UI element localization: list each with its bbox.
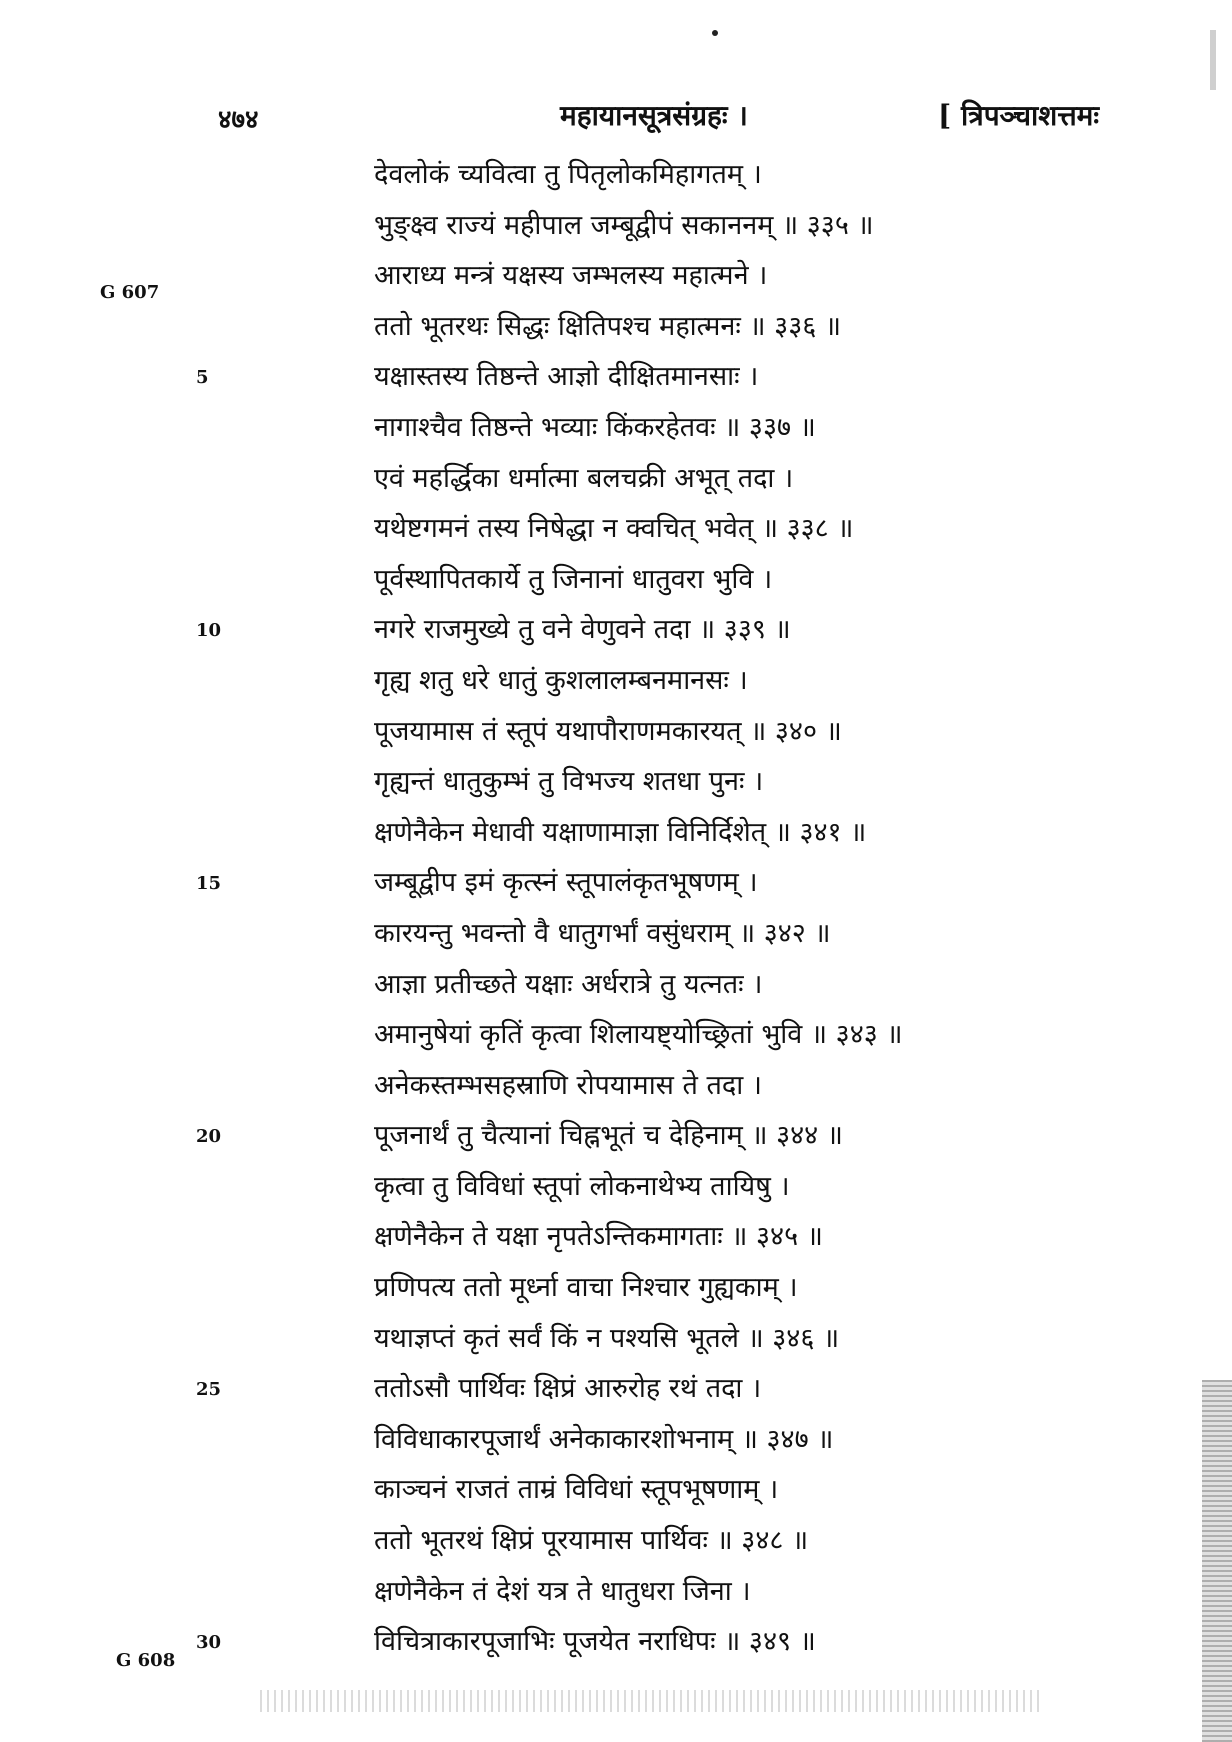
verse-line-text: काञ्चनं राजतं ताम्रं विविधां स्तूपभूषणाम् । [374, 1474, 779, 1506]
scan-dot [712, 30, 718, 36]
verse-line [0, 560, 1232, 611]
verse-line-text: ततो भूतरथं क्षिप्रं पूरयामास पार्थिवः ॥ ३४८ ॥ [374, 1525, 809, 1557]
verse-line-text: नागाश्चैव तिष्ठन्ते भव्याः किंकरहेतवः ॥ ३३७ ॥ [374, 411, 816, 443]
verse-line [0, 965, 1232, 1016]
verse-line [0, 1116, 1232, 1167]
line-number: 30 [196, 1632, 222, 1654]
verse-line-text: अमानुषेयां कृतिं कृत्वा शिलायष्ट्योच्छ्रितां भुवि ॥ ३४३ ॥ [374, 1019, 903, 1051]
verse-line [0, 1268, 1232, 1319]
verse-line [0, 1470, 1232, 1521]
verse-line-text: क्षणेनैकेन ते यक्षा नृपतेऽन्तिकमागताः ॥ ३४५ ॥ [374, 1221, 823, 1253]
verse-line-text: गृह्यन्तं धातुकुम्भं तु विभज्य शतधा पुनः । [374, 766, 764, 798]
page-header [0, 96, 1232, 136]
verse-line-text: विचित्राकारपूजाभिः पूजयेत नराधिपः ॥ ३४९ ॥ [374, 1626, 816, 1658]
verse-line [0, 1622, 1232, 1673]
scan-artifact [1210, 30, 1216, 90]
verse-line-text: जम्बूद्वीप इमं कृत्स्नं स्तूपालंकृतभूषणम् । [374, 867, 758, 899]
verse-line [0, 1572, 1232, 1623]
verse-line-text: यक्षास्तस्य तिष्ठन्ते आज्ञो दीक्षितमानसाः । [374, 361, 759, 393]
chapter-heading: [ त्रिपञ्चाशत्तमः [938, 99, 1100, 132]
verse-line [0, 661, 1232, 712]
verse-line [0, 1521, 1232, 1572]
verse-line-text: पूजनार्थं तु चैत्यानां चिह्नभूतं च देहिनाम् ॥ ३४४ ॥ [374, 1120, 843, 1152]
verse-line-text: क्षणेनैकेन तं देशं यत्र ते धातुधरा जिना । [374, 1575, 751, 1607]
verse-line-text: गृह्य शतु धरे धातुं कुशलालम्बनमानसः । [374, 664, 748, 696]
verse-line-text: आज्ञा प्रतीच्छते यक्षाः अर्धरात्रे तु यत्नतः । [374, 968, 763, 1000]
page-number: ४७४ [218, 105, 259, 135]
verse-line [0, 1015, 1232, 1066]
verse-text-block [0, 155, 1232, 1673]
margin-ref-g607: G 607 [100, 282, 160, 303]
verse-line [0, 1167, 1232, 1218]
verse-line [0, 914, 1232, 965]
verse-line [0, 762, 1232, 813]
verse-line-text: कारयन्तु भवन्तो वै धातुगर्भां वसुंधराम् ॥ ३४२ ॥ [374, 917, 831, 949]
verse-line [0, 206, 1232, 257]
running-title: महायानसूत्रसंग्रहः । [560, 99, 748, 132]
verse-line-text: यथेष्टगमनं तस्य निषेद्धा न क्वचित् भवेत् ॥ ३३८ ॥ [374, 513, 854, 545]
margin-ref-g608: G 608 [116, 1650, 176, 1671]
verse-line [0, 1066, 1232, 1117]
verse-line-text: नगरे राजमुख्ये तु वने वेणुवने तदा ॥ ३३९ ॥ [374, 614, 791, 646]
verse-line [0, 863, 1232, 914]
verse-line [0, 357, 1232, 408]
verse-line-text: अनेकस्तम्भसहस्राणि रोपयामास ते तदा । [374, 1069, 763, 1101]
verse-line [0, 1420, 1232, 1471]
verse-line [0, 256, 1232, 307]
verse-line-text: क्षणेनैकेन मेधावी यक्षाणामाज्ञा विनिर्दिशेत् ॥ ३४१ ॥ [374, 816, 867, 848]
verse-line-text: कृत्वा तु विविधां स्तूपां लोकनाथेभ्य तायिषु । [374, 1170, 790, 1202]
verse-line-text: ततो भूतरथः सिद्धः क्षितिपश्च महात्मनः ॥ ३३६ ॥ [374, 310, 842, 342]
verse-line-text: पूर्वस्थापितकार्ये तु जिनानां धातुवरा भुवि । [374, 563, 773, 595]
verse-line [0, 155, 1232, 206]
scan-edge-shadow [1202, 1380, 1232, 1742]
line-number: 25 [196, 1379, 222, 1401]
verse-line-text: एवं महर्द्धिका धर्मात्मा बलचक्री अभूत् तदा । [374, 462, 794, 494]
line-number: 5 [196, 367, 209, 389]
verse-line-text: विविधाकारपूजार्थं अनेकाकारशोभनाम् ॥ ३४७ ॥ [374, 1423, 834, 1455]
verse-line [0, 459, 1232, 510]
verse-line [0, 712, 1232, 763]
scan-bottom-noise [260, 1690, 1040, 1712]
verse-line [0, 408, 1232, 459]
line-number: 20 [196, 1126, 222, 1148]
verse-line [0, 610, 1232, 661]
verse-line-text: देवलोकं च्यवित्वा तु पितृलोकमिहागतम् । [374, 159, 762, 190]
verse-line [0, 307, 1232, 358]
verse-line-text: भुङ्क्ष्व राज्यं महीपाल जम्बूद्वीपं सकाननम् ॥ ३३५ ॥ [374, 209, 874, 241]
verse-line-text: प्रणिपत्य ततो मूर्ध्ना वाचा निश्चार गुह्यकाम् । [374, 1272, 798, 1304]
verse-line-text: ततोऽसौ पार्थिवः क्षिप्रं आरुरोह रथं तदा । [374, 1373, 762, 1405]
verse-line [0, 1217, 1232, 1268]
verse-line-text: पूजयामास तं स्तूपं यथापौराणमकारयत् ॥ ३४० ॥ [374, 715, 842, 747]
verse-line [0, 1369, 1232, 1420]
verse-line-text: आराध्य मन्त्रं यक्षस्य जम्भलस्य महात्मने । [374, 260, 768, 292]
line-number: 15 [196, 873, 222, 895]
line-number: 10 [196, 620, 222, 642]
verse-line-text: यथाज्ञप्तं कृतं सर्वं किं न पश्यसि भूतले ॥ ३४६ ॥ [374, 1322, 840, 1354]
verse-line [0, 1319, 1232, 1370]
verse-line [0, 509, 1232, 560]
verse-line [0, 813, 1232, 864]
